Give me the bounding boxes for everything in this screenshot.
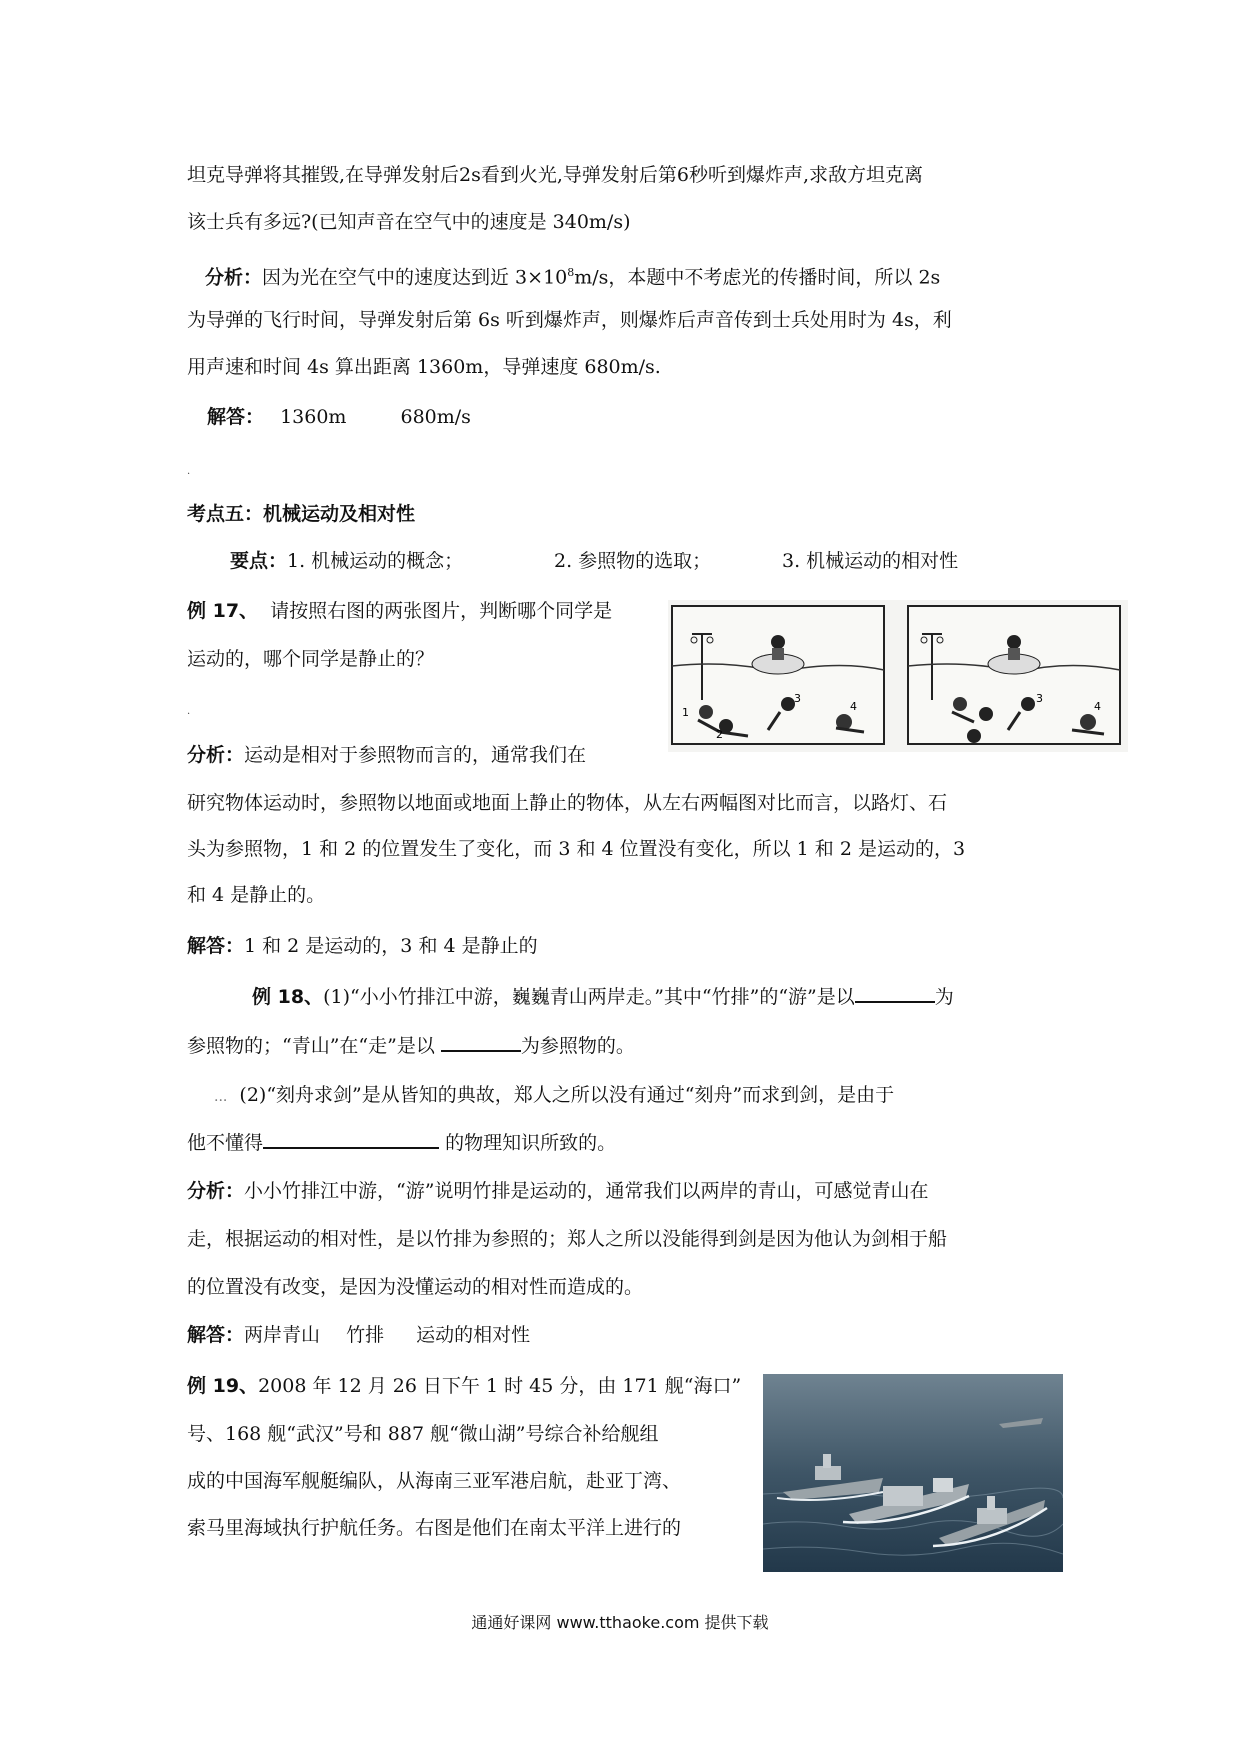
key-points-label: 要点： bbox=[230, 550, 288, 572]
section-5-title: 考点五：机械运动及相对性 bbox=[187, 503, 416, 525]
key-point-2: 2. 参照物的选取； bbox=[554, 550, 712, 572]
q16-text-line-2: 该士兵有多远?(已知声音在空气中的速度是 340m/s) bbox=[187, 211, 631, 233]
ex18-text-2b: 为参照物的。 bbox=[520, 1035, 635, 1057]
answer-value-2: 680m/s bbox=[400, 406, 471, 428]
q16-answer bbox=[207, 403, 471, 431]
figure-number-3: 3 bbox=[794, 692, 801, 705]
ex18-text-1b: 为 bbox=[934, 986, 954, 1008]
ex17-analysis-line-4: 和 4 是静止的。 bbox=[187, 884, 326, 906]
ex18-text-2a: 参照物的；“青山”在“走”是以 bbox=[187, 1035, 435, 1057]
ex18-line-3 bbox=[214, 1081, 894, 1111]
ex17-answer bbox=[187, 932, 538, 960]
ex18-text-4b: 的物理知识所致的。 bbox=[445, 1132, 617, 1154]
key-point-3: 3. 机械运动的相对性 bbox=[782, 550, 959, 572]
ex17-analysis-text: 运动是相对于参照物而言的，通常我们在 bbox=[244, 744, 587, 766]
panel-left bbox=[672, 606, 884, 744]
analysis-label: 分析： bbox=[205, 266, 263, 289]
ex19-line-2: 号、168 舰“武汉”号和 887 舰“微山湖”号综合补给舰组 bbox=[187, 1423, 659, 1445]
ex18-answer-label: 解答： bbox=[187, 1324, 245, 1346]
stray-mark: . bbox=[187, 466, 191, 477]
ex18-answer-1: 两岸青山 bbox=[244, 1324, 321, 1346]
ex17-analysis-line-1 bbox=[187, 741, 586, 769]
warships-photo bbox=[763, 1374, 1063, 1572]
ex18-answer-2: 竹排 bbox=[346, 1324, 385, 1346]
ex17-analysis-line-2: 研究物体运动时，参照物以地面或地面上静止的物体，从左右两幅图对比而言，以路灯、石 bbox=[187, 792, 948, 814]
key-point-1: 1. 机械运动的概念； bbox=[287, 550, 464, 572]
ex18-answer-3: 运动的相对性 bbox=[416, 1324, 531, 1346]
ex17-analysis-label: 分析： bbox=[187, 744, 245, 766]
exponent: 8 bbox=[567, 266, 575, 279]
stray-mark: . bbox=[187, 706, 191, 717]
ex18-analysis-text: 小小竹排江中游，“游”说明竹排是运动的，通常我们以两岸的青山，可感觉青山在 bbox=[244, 1180, 929, 1202]
q16-analysis-line-3: 用声速和时间 4s 算出距离 1360m，导弹速度 680m/s. bbox=[187, 356, 661, 378]
ex18-line-1 bbox=[252, 983, 954, 1011]
ex19-label: 例 19、 bbox=[187, 1375, 259, 1397]
ex18-analysis-label: 分析： bbox=[187, 1180, 245, 1202]
ex17-answer-label: 解答： bbox=[187, 935, 245, 957]
ex19-line-4: 索马里海域执行护航任务。右图是他们在南太平洋上进行的 bbox=[187, 1517, 682, 1539]
answer-label: 解答： bbox=[207, 406, 265, 428]
figure-number-1: 1 bbox=[682, 706, 689, 719]
ex17-label: 例 17、 bbox=[187, 600, 259, 622]
ex17-figure bbox=[668, 600, 1128, 752]
figure-number-4: 4 bbox=[850, 700, 857, 713]
page-footer: 通通好课网 www.tthaoke.com 提供下载 bbox=[471, 1613, 769, 1632]
panel-right bbox=[908, 606, 1120, 744]
ex17-question-line-1 bbox=[187, 597, 612, 625]
ex19-text-1: 2008 年 12 月 26 日下午 1 时 45 分，由 171 舰“海口” bbox=[258, 1375, 742, 1397]
figure-number-4-right: 4 bbox=[1094, 700, 1101, 713]
ex18-line-2 bbox=[187, 1032, 635, 1060]
ex18-blank-2[interactable] bbox=[441, 1032, 521, 1052]
figure-number-2: 2 bbox=[716, 728, 723, 741]
q16-analysis-line-2: 为导弹的飞行时间，导弹发射后第 6s 听到爆炸声，则爆炸后声音传到士兵处用时为 4s，利 bbox=[187, 309, 952, 331]
ex18-text-1a: (1)“小小竹排江中游，巍巍青山两岸走。”其中“竹排”的“游”是以 bbox=[323, 986, 855, 1008]
answer-value-1: 1360m bbox=[280, 406, 347, 428]
ex18-blank-3[interactable] bbox=[263, 1129, 439, 1149]
ex18-analysis-line-1 bbox=[187, 1177, 928, 1205]
ex17-answer-text: 1 和 2 是运动的，3 和 4 是静止的 bbox=[244, 935, 538, 957]
figure-number-3-right: 3 bbox=[1036, 692, 1043, 705]
ex17-figure-svg bbox=[668, 600, 1128, 752]
ex18-blank-1[interactable] bbox=[855, 983, 935, 1003]
q16-text-line-1: 坦克导弹将其摧毁,在导弹发射后2s看到火光,导弹发射后第6秒听到爆炸声,求敌方坦克离 bbox=[187, 164, 924, 186]
ex18-dots: ... bbox=[214, 1089, 228, 1105]
ex18-text-3: (2)“刻舟求剑”是从皆知的典故，郑人之所以没有通过“刻舟”而求到剑，是由于 bbox=[239, 1084, 895, 1106]
q16-analysis-line-1 bbox=[205, 259, 940, 291]
ex18-answer bbox=[187, 1321, 530, 1349]
analysis-text-post: m/s，本题中不考虑光的传播时间，所以 2s bbox=[574, 266, 941, 289]
ex18-analysis-line-2: 走，根据运动的相对性，是以竹排为参照的；郑人之所以没能得到剑是因为他认为剑相于船 bbox=[187, 1228, 948, 1250]
section-5-key-points bbox=[230, 547, 959, 575]
ex17-question-text: 请按照右图的两张图片，判断哪个同学是 bbox=[270, 600, 613, 622]
ex18-text-4a: 他不懂得 bbox=[187, 1132, 264, 1154]
ex18-label: 例 18、 bbox=[252, 986, 324, 1008]
analysis-text-pre: 因为光在空气中的速度达到近 3×10 bbox=[262, 266, 568, 289]
ex19-line-3: 成的中国海军舰艇编队，从海南三亚军港启航，赴亚丁湾、 bbox=[187, 1470, 682, 1492]
ex18-line-4 bbox=[187, 1129, 616, 1157]
ex18-analysis-line-3: 的位置没有改变，是因为没懂运动的相对性而造成的。 bbox=[187, 1276, 644, 1298]
ex19-line-1 bbox=[187, 1372, 741, 1400]
ex17-analysis-line-3: 头为参照物，1 和 2 的位置发生了变化，而 3 和 4 位置没有变化，所以 1 和 2 是运动的，3 bbox=[187, 838, 966, 860]
ex17-question-line-2: 运动的，哪个同学是静止的？ bbox=[187, 648, 435, 670]
